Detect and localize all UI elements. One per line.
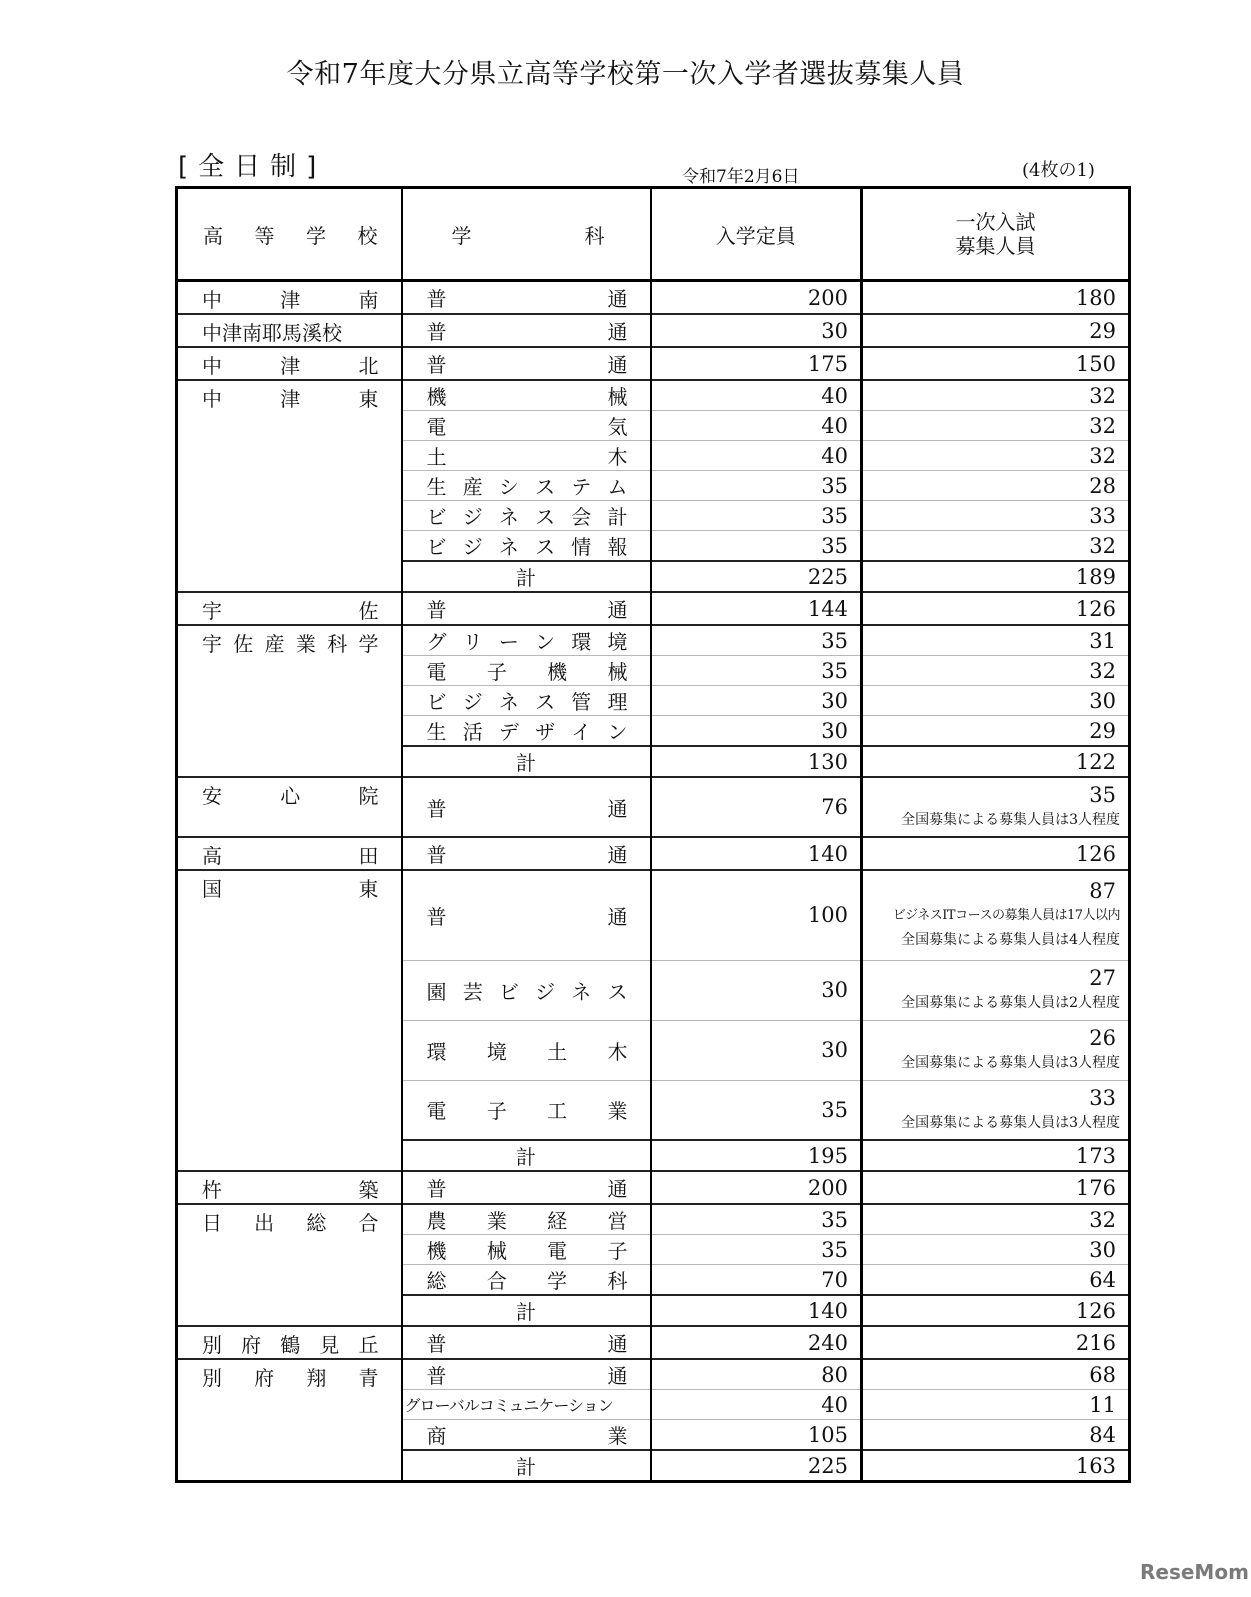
department-cell [402,1359,651,1390]
school-name: 日 出 総 合 [202,1211,379,1235]
department-cell [402,656,651,686]
recruit-cell: 216 [862,1326,1130,1359]
recruit-cell: 32 [862,441,1130,471]
recruit-cell: 32 [862,531,1130,562]
school-name-cell [177,625,402,777]
school-name: 宇 佐 産 業 科 学 [202,632,379,656]
capacity-cell: 30 [651,960,862,1020]
recruit-cell: 29 [862,716,1130,747]
school-name: 中津南耶馬溪校 [202,321,342,345]
capacity-cell: 144 [651,592,862,625]
table-row [177,347,1130,380]
header-recruit: 一次入試 募集人員 [862,188,1130,281]
table-row [177,777,1130,837]
school-name-cell [177,1359,402,1482]
department-cell [402,716,651,747]
total-capacity: 225 [651,1450,862,1482]
capacity-cell: 40 [651,441,862,471]
recruit-cell: 29 [862,314,1130,347]
school-name-cell [177,870,402,1171]
department-name: 機 械 [426,385,628,409]
capacity-cell: 40 [651,380,862,411]
department-cell [402,314,651,347]
department-cell [402,960,651,1020]
capacity-cell: 35 [651,1235,862,1265]
recruit-cell: 30 [862,1235,1130,1265]
department-cell [402,1235,651,1265]
total-capacity: 140 [651,1295,862,1326]
department-cell: グローバルコミュニケーション [402,1390,651,1420]
department-name: 普 通 [426,796,628,821]
total-label: 計 [402,1450,651,1482]
capacity-cell: 30 [651,716,862,747]
total-capacity: 195 [651,1140,862,1171]
table-row [177,1171,1130,1204]
department-name: 総 合 学 科 [426,1269,628,1293]
table-body [177,281,1130,1482]
school-name: 中 津 東 [202,387,379,411]
department-name: 農 業 経 営 [426,1209,628,1233]
school-name-cell [177,1326,402,1359]
resemom-logo: ReseMom [1140,1560,1249,1584]
recruit-cell: 32 [862,1204,1130,1235]
table-header-row [177,188,1130,281]
recruit-cell: 30 [862,686,1130,716]
department-name: 普 通 [426,287,628,311]
table-row [177,870,1130,960]
recruit-cell: 32 [862,656,1130,686]
table-row [177,281,1130,315]
school-name-cell [177,347,402,380]
table-row [177,314,1130,347]
department-cell [402,625,651,656]
school-name-cell [177,592,402,625]
header-department: 学 科 [402,188,651,281]
department-cell [402,411,651,441]
recruit-note: 全国募集による募集人員は3人程度 [901,1055,1120,1071]
capacity-cell: 80 [651,1359,862,1390]
recruit-cell: 31 [862,625,1130,656]
department-cell [402,837,651,870]
total-capacity: 130 [651,746,862,777]
department-cell [402,471,651,501]
recruit-cell: 180 [862,281,1130,315]
recruit-cell [862,870,1130,960]
recruit-value: 26 [1089,1026,1116,1050]
department-cell [402,501,651,531]
table-row [177,380,1130,411]
department-cell [402,1171,651,1204]
capacity-cell: 105 [651,1420,862,1451]
school-name: 別 府 翔 青 [202,1366,379,1390]
total-capacity: 225 [651,561,862,592]
recruit-cell: 32 [862,411,1130,441]
school-name: 高 田 [202,844,379,868]
department-name: ビ ジ ネ ス 情 報 [426,535,628,559]
department-name: 普 通 [426,1177,628,1201]
recruitment-table [175,186,1131,1483]
total-recruit: 173 [862,1140,1130,1171]
capacity-cell: 35 [651,531,862,562]
department-name: 生 活 デ ザ イ ン [426,720,628,744]
table-row [177,1204,1130,1235]
department-name: 環 境 土 木 [426,1039,628,1064]
capacity-cell: 200 [651,281,862,315]
capacity-cell: 30 [651,314,862,347]
department-cell [402,777,651,837]
capacity-cell: 240 [651,1326,862,1359]
capacity-cell: 40 [651,411,862,441]
department-name: 普 通 [426,1332,628,1356]
department-cell [402,1204,651,1235]
capacity-cell: 35 [651,625,862,656]
department-name: 普 通 [426,353,628,377]
recruit-cell: 126 [862,592,1130,625]
document-date: 令和7年2月6日 [682,167,800,187]
capacity-cell: 35 [651,501,862,531]
recruit-value: 87 [1089,879,1116,904]
total-recruit: 126 [862,1295,1130,1326]
department-cell [402,686,651,716]
recruit-cell: 11 [862,1390,1130,1420]
total-label: 計 [402,746,651,777]
school-name: 中 津 南 [202,288,379,312]
department-name: 土 木 [426,445,628,469]
department-cell [402,1265,651,1296]
document-title: 令和7年度大分県立高等学校第一次入学者選抜募集人員 [286,59,965,90]
recruit-cell: 126 [862,837,1130,870]
total-label: 計 [402,1295,651,1326]
department-cell [402,281,651,315]
capacity-cell: 200 [651,1171,862,1204]
department-cell [402,531,651,562]
page-label: (4枚の1) [1022,160,1095,181]
department-name: 普 通 [426,598,628,622]
recruit-cell: 84 [862,1420,1130,1451]
school-name-cell [177,1204,402,1326]
school-name-cell [177,837,402,870]
table-row [177,1326,1130,1359]
recruit-value: 27 [1089,966,1116,990]
capacity-cell: 140 [651,837,862,870]
capacity-cell: 40 [651,1390,862,1420]
school-name: 安 心 院 [202,784,379,808]
recruit-note: ビジネスITコースの募集人員は17人以内 [892,908,1120,924]
recruit-value: 35 [1089,783,1116,807]
department-name: 園 芸 ビ ジ ネ ス [426,979,628,1004]
department-name: 電 子 機 械 [426,660,628,684]
department-name: 商 業 [426,1424,628,1448]
recruit-cell [862,777,1130,837]
recruit-cell [862,1020,1130,1080]
department-name: グ リ ー ン 環 境 [426,630,628,654]
school-name-cell [177,1171,402,1204]
recruit-cell [862,960,1130,1020]
department-name: 機 械 電 子 [426,1239,628,1263]
recruit-note: 全国募集による募集人員は4人程度 [901,932,1120,949]
school-name-cell [177,281,402,315]
capacity-cell: 100 [651,870,862,960]
recruit-cell [862,1080,1130,1140]
table-row [177,1359,1130,1390]
school-name-cell [177,380,402,592]
recruit-cell: 150 [862,347,1130,380]
recruit-value: 33 [1089,1085,1116,1110]
recruit-note: 全国募集による募集人員は3人程度 [901,1114,1120,1131]
recruit-cell: 68 [862,1359,1130,1390]
recruit-note: 全国募集による募集人員は3人程度 [901,812,1120,828]
recruit-cell: 33 [862,501,1130,531]
department-cell [402,592,651,625]
capacity-cell: 175 [651,347,862,380]
school-name-cell [177,777,402,837]
department-cell [402,1326,651,1359]
capacity-cell: 70 [651,1265,862,1296]
header-capacity: 入学定員 [651,188,862,281]
school-name: 別 府 鶴 見 丘 [202,1333,379,1357]
department-name: 普 通 [426,1364,628,1388]
school-name: 杵 築 [202,1178,379,1202]
table-row [177,592,1130,625]
department-cell [402,441,651,471]
department-cell [402,1080,651,1140]
capacity-cell: 35 [651,1204,862,1235]
department-cell [402,1020,651,1080]
table-row [177,625,1130,656]
school-name: 国 東 [202,877,379,901]
recruit-cell: 64 [862,1265,1130,1296]
department-name: ビ ジ ネ ス 管 理 [426,690,628,714]
recruit-cell: 176 [862,1171,1130,1204]
department-cell [402,1420,651,1451]
capacity-cell: 35 [651,656,862,686]
total-label: 計 [402,561,651,592]
capacity-cell: 30 [651,1020,862,1080]
capacity-cell: 35 [651,1080,862,1140]
department-name: 普 通 [426,904,628,929]
table-row [177,837,1130,870]
recruit-cell: 32 [862,380,1130,411]
capacity-cell: 30 [651,686,862,716]
total-recruit: 122 [862,746,1130,777]
capacity-cell: 76 [651,777,862,837]
department-name: 普 通 [426,843,628,867]
school-name-cell [177,314,402,347]
department-name: 普 通 [426,320,628,344]
department-cell [402,380,651,411]
department-cell [402,347,651,380]
school-name: 宇 佐 [202,599,379,623]
section-label: [全日制] [178,152,327,182]
department-name: 電 気 [426,415,628,439]
total-recruit: 189 [862,561,1130,592]
recruit-note: 全国募集による募集人員は2人程度 [901,995,1120,1011]
total-recruit: 163 [862,1450,1130,1482]
header-school: 高 等 学 校 [177,188,402,281]
recruit-cell: 28 [862,471,1130,501]
capacity-cell: 35 [651,471,862,501]
department-name: ビ ジ ネ ス 会 計 [426,505,628,529]
department-cell [402,870,651,960]
school-name: 中 津 北 [202,354,379,378]
total-label: 計 [402,1140,651,1171]
department-name: 生 産 シ ス テ ム [426,475,628,499]
department-name: 電 子 工 業 [426,1099,628,1124]
